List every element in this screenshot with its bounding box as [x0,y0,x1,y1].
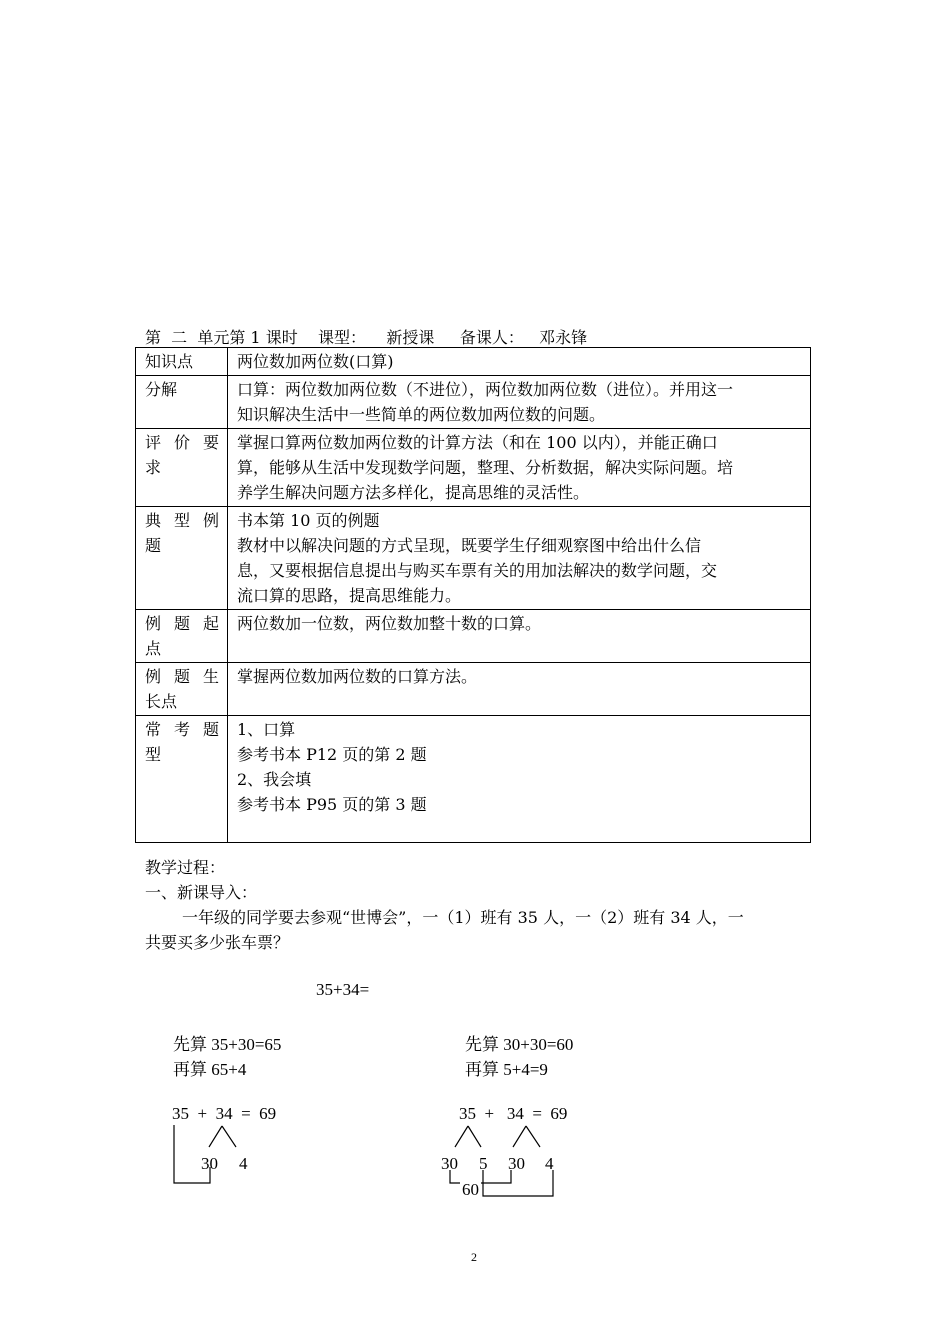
row-label: 评 价 要 求 [136,429,228,507]
row-label: 例 题 起 点 [136,610,228,663]
row-label: 典 型 例 题 [136,507,228,610]
equation: 35+34= [316,980,370,999]
row-label: 常 考 题 型 [136,716,228,843]
process-title: 教学过程： [145,858,226,877]
left-split-a: 30 [201,1154,218,1173]
row-content: 掌握口算两位数加两位数的计算方法（和在 100 以内），并能正确口 算，能够从生活中发现数学问题，整理、分析数据，解决实际问题。培 养学生解决问题方法多样化，提高思维的灵活性。 [228,429,811,507]
row-content: 口算：两位数加两位数（不进位），两位数加两位数（进位）。并用这一 知识解决生活中一些简单的两位数加两位数的问题。 [228,376,811,429]
right-expression: 35 + 34 = 69 [459,1104,568,1123]
row-label: 分解 [136,376,228,429]
row-content: 掌握两位数加两位数的口算方法。 [228,663,811,716]
row-label: 例 题 生 长点 [136,663,228,716]
problem-line-2: 共要买多少张车票？ [145,933,290,952]
row-label: 知识点 [136,348,228,376]
row-content: 两位数加两位数(口算) [228,348,811,376]
right-sum: 60 [462,1180,479,1199]
left-expression: 35 + 34 = 69 [172,1104,277,1123]
section-heading: 一、新课导入： [145,883,258,902]
problem-line-1: 一年级的同学要去参观“世博会”，一（1）班有 35 人，一（2）班有 34 人，一 [182,908,744,927]
row-content: 1、口算 参考书本 P12 页的第 2 题 2、我会填 参考书本 P95 页的第 3 题 [228,716,811,843]
right-split-d: 4 [545,1154,554,1173]
right-step-2: 再算 5+4=9 [465,1060,548,1079]
left-step-2: 再算 65+4 [173,1060,247,1079]
right-split-a: 30 [441,1154,458,1173]
row-content: 两位数加一位数，两位数加整十数的口算。 [228,610,811,663]
left-step-1: 先算 35+30=65 [173,1035,282,1054]
right-split-branch-2 [513,1126,540,1147]
right-step-1: 先算 30+30=60 [465,1035,574,1054]
right-split-b: 5 [479,1154,488,1173]
left-split-b: 4 [239,1154,248,1173]
right-split-c: 30 [508,1154,525,1173]
lesson-header: 第 二 单元第 1 课时 课型： 新授课 备课人： 邓永锋 [145,328,588,347]
page-number: 2 [471,1250,477,1264]
row-content: 书本第 10 页的例题 教材中以解决问题的方式呈现，既要学生仔细观察图中给出什么信 息，又要根据信息提出与购买车票有关的用加法解决的数学问题，交 流口算的思路，提高思维能力。 [228,507,811,610]
right-split-branch-1 [455,1126,481,1147]
left-split-branch [209,1126,236,1147]
